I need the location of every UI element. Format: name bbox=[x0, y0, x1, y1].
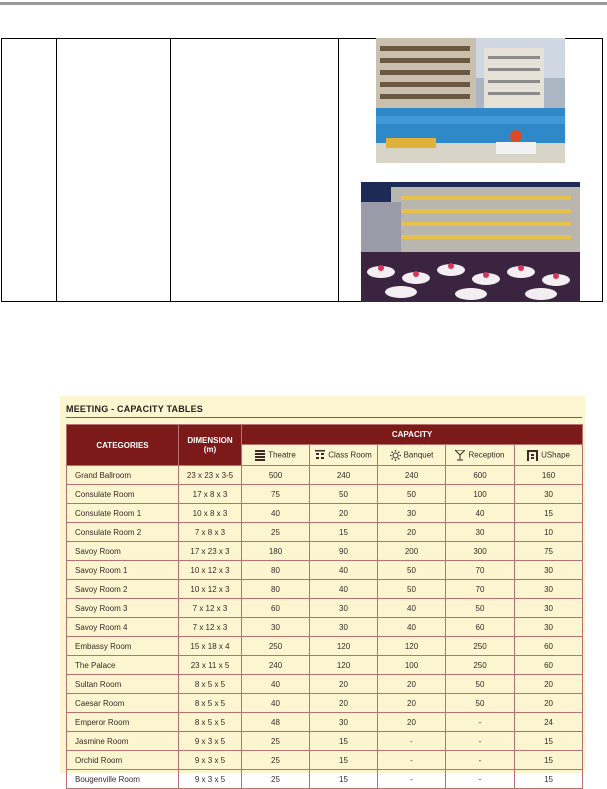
table-row bbox=[67, 466, 583, 485]
dimension-cell: 7 x 12 x 3 bbox=[179, 618, 242, 637]
capacity-cell: 250 bbox=[242, 637, 310, 656]
capacity-cell: 90 bbox=[310, 542, 378, 561]
capacity-cell: 20 bbox=[310, 694, 378, 713]
capacity-cell: 30 bbox=[242, 618, 310, 637]
capacity-cell: 15 bbox=[515, 751, 583, 770]
capacity-cell: 25 bbox=[242, 751, 310, 770]
capacity-cell: 40 bbox=[242, 675, 310, 694]
cocktail-glass-icon bbox=[455, 450, 465, 461]
capacity-cell: 20 bbox=[515, 675, 583, 694]
header-banquet-label: Banquet bbox=[403, 450, 434, 460]
outline-table-divider bbox=[170, 39, 171, 301]
capacity-cell: 50 bbox=[446, 599, 515, 618]
capacity-cell: 60 bbox=[515, 656, 583, 675]
capacity-cell: 30 bbox=[310, 599, 378, 618]
capacity-cell: 25 bbox=[242, 732, 310, 751]
dimension-cell: 10 x 8 x 3 bbox=[179, 504, 242, 523]
dimension-cell: 9 x 3 x 5 bbox=[179, 770, 242, 789]
capacity-table bbox=[66, 424, 583, 789]
table-row bbox=[67, 770, 583, 789]
capacity-cell: - bbox=[446, 751, 515, 770]
outdoor-banquet-photo bbox=[361, 182, 580, 302]
capacity-cell: 120 bbox=[310, 637, 378, 656]
capacity-cell: 50 bbox=[446, 675, 515, 694]
capacity-cell: 240 bbox=[310, 466, 378, 485]
capacity-cell: 240 bbox=[378, 466, 446, 485]
classroom-icon bbox=[315, 450, 325, 461]
capacity-cell: 120 bbox=[310, 656, 378, 675]
capacity-cell: 500 bbox=[242, 466, 310, 485]
dimension-cell: 10 x 12 x 3 bbox=[179, 580, 242, 599]
capacity-cell: 25 bbox=[242, 523, 310, 542]
capacity-cell: 40 bbox=[446, 504, 515, 523]
table-row bbox=[67, 523, 583, 542]
capacity-title-underline bbox=[66, 417, 582, 418]
table-row bbox=[67, 713, 583, 732]
header-ushape-label: UShape bbox=[541, 450, 570, 460]
capacity-cell: 300 bbox=[446, 542, 515, 561]
capacity-cell: 75 bbox=[515, 542, 583, 561]
room-name-cell: Consulate Room 1 bbox=[67, 504, 179, 523]
header-capacity: CAPACITY bbox=[242, 425, 583, 445]
capacity-cell: 160 bbox=[515, 466, 583, 485]
table-row bbox=[67, 637, 583, 656]
room-name-cell: Savoy Room 2 bbox=[67, 580, 179, 599]
capacity-cell: 40 bbox=[378, 599, 446, 618]
capacity-cell: 75 bbox=[242, 485, 310, 504]
capacity-cell: 30 bbox=[515, 618, 583, 637]
room-name-cell: Orchid Room bbox=[67, 751, 179, 770]
capacity-cell: 15 bbox=[310, 523, 378, 542]
capacity-cell: 40 bbox=[310, 580, 378, 599]
capacity-cell: 20 bbox=[378, 675, 446, 694]
capacity-cell: 30 bbox=[515, 580, 583, 599]
room-name-cell: Consulate Room 2 bbox=[67, 523, 179, 542]
header-reception bbox=[446, 445, 515, 466]
capacity-cell: 20 bbox=[310, 504, 378, 523]
capacity-cell: 60 bbox=[446, 618, 515, 637]
capacity-cell: 30 bbox=[310, 618, 378, 637]
dimension-cell: 8 x 5 x 5 bbox=[179, 694, 242, 713]
capacity-cell: 60 bbox=[515, 637, 583, 656]
room-name-cell: Bougenville Room bbox=[67, 770, 179, 789]
page-top-rule bbox=[0, 2, 607, 5]
capacity-cell: 15 bbox=[515, 504, 583, 523]
ushape-icon bbox=[527, 450, 538, 461]
capacity-cell: 30 bbox=[515, 599, 583, 618]
header-ushape bbox=[515, 445, 583, 466]
banquet-icon bbox=[390, 450, 401, 461]
dimension-cell: 9 x 3 x 5 bbox=[179, 751, 242, 770]
capacity-cell: 40 bbox=[242, 504, 310, 523]
capacity-cell: 180 bbox=[242, 542, 310, 561]
room-name-cell: Consulate Room bbox=[67, 485, 179, 504]
header-banquet bbox=[378, 445, 446, 466]
capacity-cell: 30 bbox=[446, 523, 515, 542]
capacity-cell: 50 bbox=[378, 580, 446, 599]
capacity-cell: 50 bbox=[378, 485, 446, 504]
dimension-cell: 17 x 8 x 3 bbox=[179, 485, 242, 504]
header-theatre bbox=[242, 445, 310, 466]
theatre-icon bbox=[255, 450, 265, 461]
capacity-cell: 24 bbox=[515, 713, 583, 732]
capacity-cell: 240 bbox=[242, 656, 310, 675]
room-name-cell: Sultan Room bbox=[67, 675, 179, 694]
capacity-cell: - bbox=[446, 732, 515, 751]
header-dimension bbox=[179, 425, 242, 466]
room-name-cell: The Palace bbox=[67, 656, 179, 675]
room-name-cell: Savoy Room bbox=[67, 542, 179, 561]
capacity-cell: 40 bbox=[242, 694, 310, 713]
room-name-cell: Savoy Room 3 bbox=[67, 599, 179, 618]
capacity-cell: 40 bbox=[378, 618, 446, 637]
capacity-cell: 120 bbox=[378, 637, 446, 656]
dimension-cell: 8 x 5 x 5 bbox=[179, 675, 242, 694]
dimension-cell: 7 x 12 x 3 bbox=[179, 599, 242, 618]
room-name-cell: Embassy Room bbox=[67, 637, 179, 656]
dimension-cell: 10 x 12 x 3 bbox=[179, 561, 242, 580]
capacity-cell: 70 bbox=[446, 580, 515, 599]
capacity-cell: 70 bbox=[446, 561, 515, 580]
capacity-cell: 80 bbox=[242, 561, 310, 580]
table-row bbox=[67, 656, 583, 675]
dimension-cell: 15 x 18 x 4 bbox=[179, 637, 242, 656]
capacity-cell: 15 bbox=[310, 732, 378, 751]
capacity-cell: 100 bbox=[446, 485, 515, 504]
table-row bbox=[67, 485, 583, 504]
capacity-cell: - bbox=[446, 713, 515, 732]
capacity-cell: 20 bbox=[310, 675, 378, 694]
header-dimension-unit: (m) bbox=[203, 445, 217, 454]
header-reception-label: Reception bbox=[468, 450, 505, 460]
capacity-cell: 60 bbox=[242, 599, 310, 618]
capacity-cell: - bbox=[378, 732, 446, 751]
table-row bbox=[67, 732, 583, 751]
header-theatre-label: Theatre bbox=[268, 450, 296, 460]
room-name-cell: Savoy Room 1 bbox=[67, 561, 179, 580]
dimension-cell: 23 x 23 x 3-5 bbox=[179, 466, 242, 485]
capacity-cell: 25 bbox=[242, 770, 310, 789]
table-row bbox=[67, 675, 583, 694]
capacity-cell: 40 bbox=[310, 561, 378, 580]
table-row bbox=[67, 694, 583, 713]
capacity-cell: 15 bbox=[515, 732, 583, 751]
dimension-cell: 17 x 23 x 3 bbox=[179, 542, 242, 561]
capacity-cell: 20 bbox=[378, 523, 446, 542]
capacity-cell: 50 bbox=[446, 694, 515, 713]
capacity-cell: 100 bbox=[378, 656, 446, 675]
table-row bbox=[67, 618, 583, 637]
capacity-cell: 250 bbox=[446, 656, 515, 675]
capacity-cell: 20 bbox=[515, 694, 583, 713]
room-name-cell: Grand Ballroom bbox=[67, 466, 179, 485]
capacity-cell: 20 bbox=[378, 694, 446, 713]
capacity-cell: 10 bbox=[515, 523, 583, 542]
capacity-cell: 200 bbox=[378, 542, 446, 561]
dimension-cell: 23 x 11 x 5 bbox=[179, 656, 242, 675]
header-classroom bbox=[310, 445, 378, 466]
table-row bbox=[67, 561, 583, 580]
outline-table-divider bbox=[338, 39, 339, 301]
table-row bbox=[67, 751, 583, 770]
capacity-cell: 30 bbox=[515, 561, 583, 580]
table-row bbox=[67, 599, 583, 618]
capacity-cell: 48 bbox=[242, 713, 310, 732]
header-classroom-label: Class Room bbox=[328, 450, 372, 460]
capacity-cell: 50 bbox=[310, 485, 378, 504]
capacity-cell: 15 bbox=[515, 770, 583, 789]
capacity-cell: 30 bbox=[378, 504, 446, 523]
capacity-cell: 15 bbox=[310, 751, 378, 770]
dimension-cell: 7 x 8 x 3 bbox=[179, 523, 242, 542]
room-name-cell: Emperor Room bbox=[67, 713, 179, 732]
capacity-cell: 250 bbox=[446, 637, 515, 656]
capacity-cell: 15 bbox=[310, 770, 378, 789]
dimension-cell: 8 x 5 x 5 bbox=[179, 713, 242, 732]
capacity-cell: 50 bbox=[378, 561, 446, 580]
capacity-cell: 30 bbox=[515, 485, 583, 504]
capacity-cell: 80 bbox=[242, 580, 310, 599]
capacity-cell: 600 bbox=[446, 466, 515, 485]
header-categories: CATEGORIES bbox=[67, 425, 179, 466]
capacity-table-body bbox=[67, 466, 583, 789]
capacity-cell: - bbox=[378, 770, 446, 789]
capacity-cell: - bbox=[446, 770, 515, 789]
header-dimension-label: DIMENSION bbox=[187, 436, 233, 445]
capacity-cell: - bbox=[378, 751, 446, 770]
table-row bbox=[67, 580, 583, 599]
outline-table-divider bbox=[56, 39, 57, 301]
dimension-cell: 9 x 3 x 5 bbox=[179, 732, 242, 751]
table-row bbox=[67, 504, 583, 523]
hotel-pool-photo bbox=[376, 38, 565, 163]
room-name-cell: Savoy Room 4 bbox=[67, 618, 179, 637]
capacity-cell: 30 bbox=[310, 713, 378, 732]
table-row bbox=[67, 542, 583, 561]
room-name-cell: Jasmine Room bbox=[67, 732, 179, 751]
capacity-cell: 20 bbox=[378, 713, 446, 732]
capacity-table-title: MEETING - CAPACITY TABLES bbox=[66, 404, 204, 414]
room-name-cell: Caesar Room bbox=[67, 694, 179, 713]
